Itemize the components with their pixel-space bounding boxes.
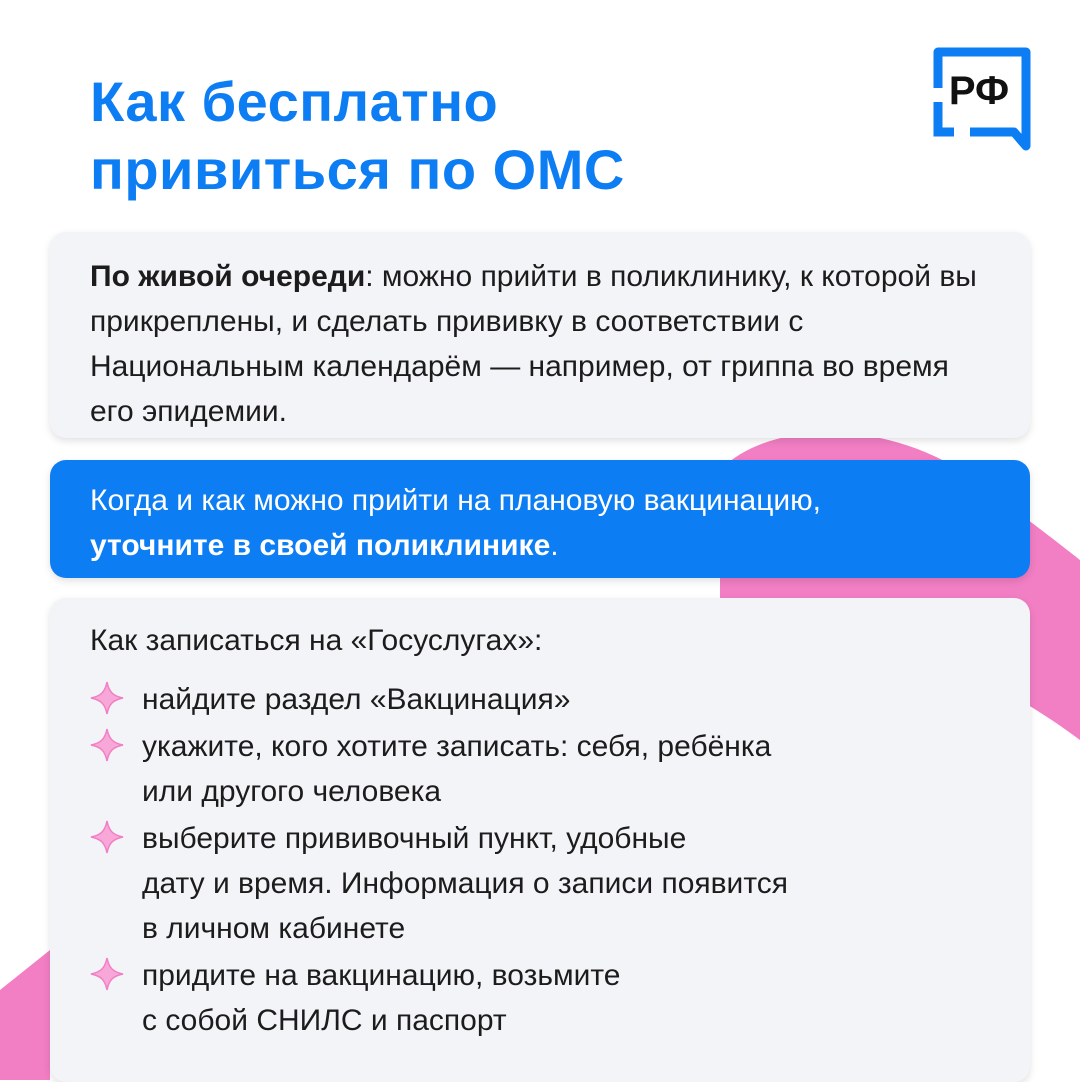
clinic-info-bold: уточните в своей поликлинике: [90, 529, 551, 562]
clinic-info-line1: Когда и как можно прийти на плановую вакцинацию,: [90, 484, 821, 517]
list-item: [90, 816, 990, 951]
list-item: [90, 724, 990, 814]
logo-text: РФ: [948, 69, 1010, 113]
list-item: [90, 953, 990, 1043]
walk-in-rest: : можно прийти в поликлинику, к которой вы прикреплены, и сделать прививку в соответствии с Национальным календарём — например, от гриппа во время его эпидемии.: [90, 260, 977, 428]
sparkle-icon: [90, 820, 124, 854]
title-line-1: Как бесплатно: [90, 70, 499, 133]
walk-in-bold: По живой очереди: [90, 260, 366, 293]
list-item-line: с собой СНИЛС и паспорт: [142, 1004, 507, 1037]
sparkle-icon: [90, 728, 124, 762]
list-item-line: или другого человека: [142, 775, 442, 808]
walk-in-card: [50, 232, 1030, 438]
list-item-line: найдите раздел «Вакцинация»: [142, 683, 571, 716]
list-item: [90, 677, 990, 722]
rf-logo: [930, 44, 1034, 154]
gosuslugi-card: [50, 598, 1030, 1082]
list-item-line: дату и время. Информация о записи появится: [142, 867, 788, 900]
list-item-line: в личном кабинете: [142, 912, 406, 945]
gosuslugi-heading: Как записаться на «Госуслугах»:: [90, 624, 543, 657]
list-item-line: придите на вакцинацию, возьмите: [142, 959, 621, 992]
steps-list: [90, 677, 990, 1043]
clinic-info-text: [90, 478, 990, 568]
list-item-line: укажите, кого хотите записать: себя, ребёнка: [142, 730, 772, 763]
page-title: [90, 68, 625, 204]
pink-ribbon-left: [0, 950, 50, 1080]
clinic-info-end: .: [550, 529, 559, 562]
list-item-line: выберите прививочный пункт, удобные: [142, 822, 687, 855]
clinic-info-card: [50, 460, 1030, 578]
sparkle-icon: [90, 681, 124, 715]
title-line-2: привиться по ОМС: [90, 138, 625, 201]
sparkle-icon: [90, 957, 124, 991]
walk-in-text: [90, 254, 990, 434]
